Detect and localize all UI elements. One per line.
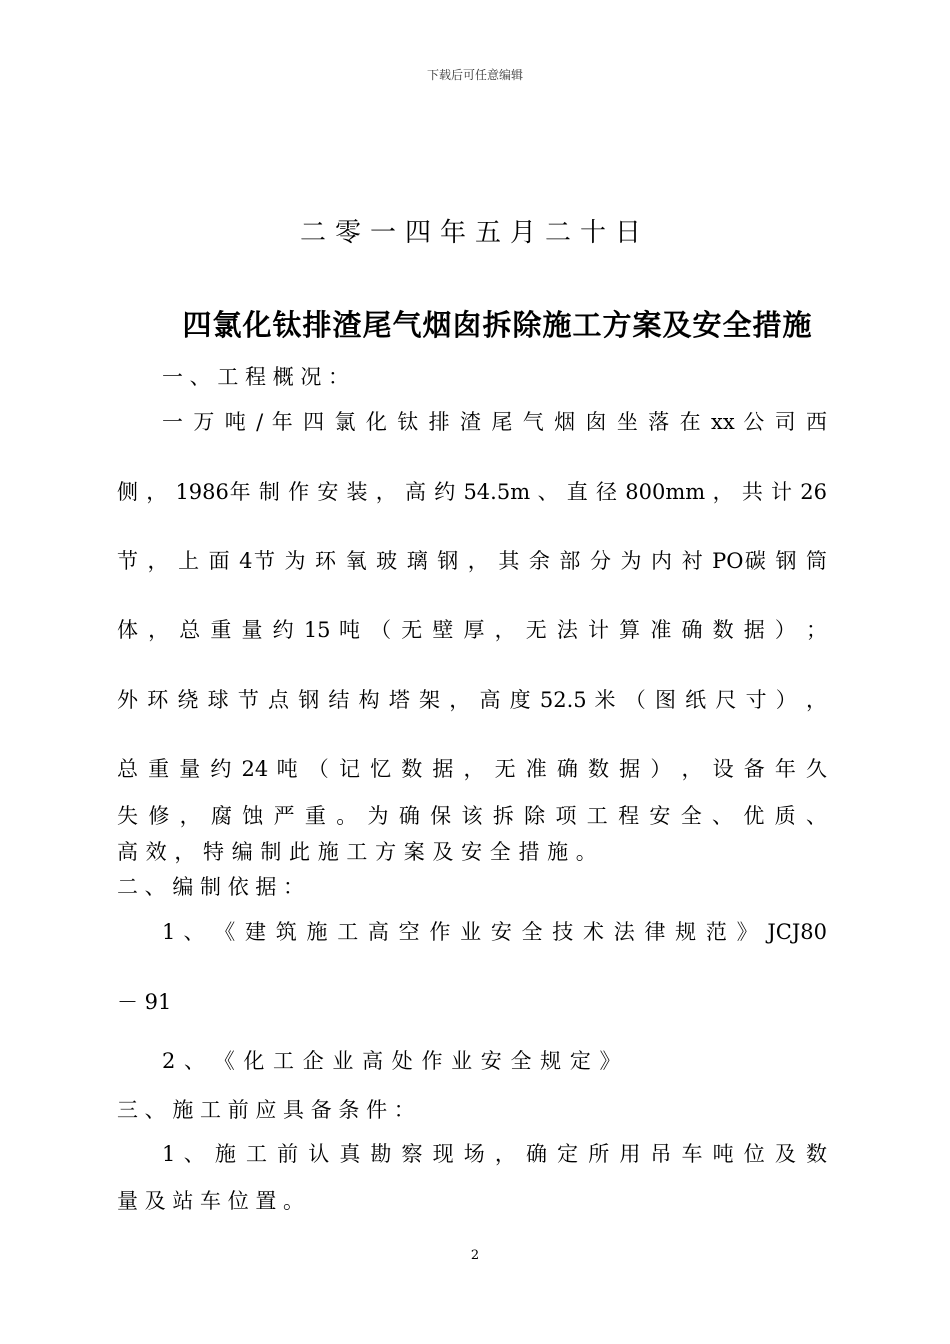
section1-line: 高 效 ， 特 编 制 此 施 工 方 案 及 安 全 措 施 。 <box>117 840 598 864</box>
section2-item1: 1 、 《 建 筑 施 工 高 空 作 业 安 全 技 术 法 律 规 范 》 JCJ80 <box>162 920 827 944</box>
section3-item1: 1 、 施 工 前 认 真 勘 察 现 场 ， 确 定 所 用 吊 车 吨 位 及 数 <box>162 1142 827 1166</box>
page-number: 2 <box>470 1248 480 1263</box>
section2-heading: 二 、 编 制 依 据 ： <box>117 875 305 899</box>
section2-item2: 2 、 《 化 工 企 业 高 处 作 业 安 全 规 定 》 <box>162 1049 622 1073</box>
section1-line: 总 重 量 约 24 吨 （ 记 忆 数 据 ， 无 准 确 数 据 ） ， 设 备 年 久 <box>117 757 827 781</box>
section1-heading: 一 、 工 程 概 况 ： <box>162 365 350 389</box>
section3-item1-cont: 量 及 站 车 位 置 。 <box>117 1189 305 1213</box>
section1-line: 失 修 ， 腐 蚀 严 重 。 为 确 保 该 拆 除 项 工 程 安 全 、 优 质 、 <box>117 804 827 828</box>
document-title: 四氯化钛排渣尾气烟囱拆除施工方案及安全措施 <box>182 308 813 342</box>
section2-item1-cont: － 91 <box>117 990 172 1014</box>
section3-heading: 三 、 施 工 前 应 具 备 条 件 ： <box>117 1098 415 1122</box>
section1-line: 一 万 吨 / 年 四 氯 化 钛 排 渣 尾 气 烟 囱 坐 落 在 xx 公 司 西 <box>162 410 827 434</box>
section1-line: 侧 ， 1986年 制 作 安 装 ， 高 约 54.5m 、 直 径 800mm ， 共 计 26 <box>117 480 827 504</box>
section1-line: 体 ， 总 重 量 约 15 吨 （ 无 壁 厚 ， 无 法 计 算 准 确 数 据 ） ； <box>117 618 827 642</box>
page-header: 下载后可任意编辑 <box>426 68 523 82</box>
section1-line: 节 ， 上 面 4节 为 环 氧 玻 璃 钢 ， 其 余 部 分 为 内 衬 PO碳 钢 筒 <box>117 549 827 573</box>
document-date: 二零一四年五月二十日 <box>299 218 650 248</box>
section1-line: 外 环 绕 球 节 点 钢 结 构 塔 架 ， 高 度 52.5 米 （ 图 纸 尺 寸 ） ， <box>117 688 827 712</box>
